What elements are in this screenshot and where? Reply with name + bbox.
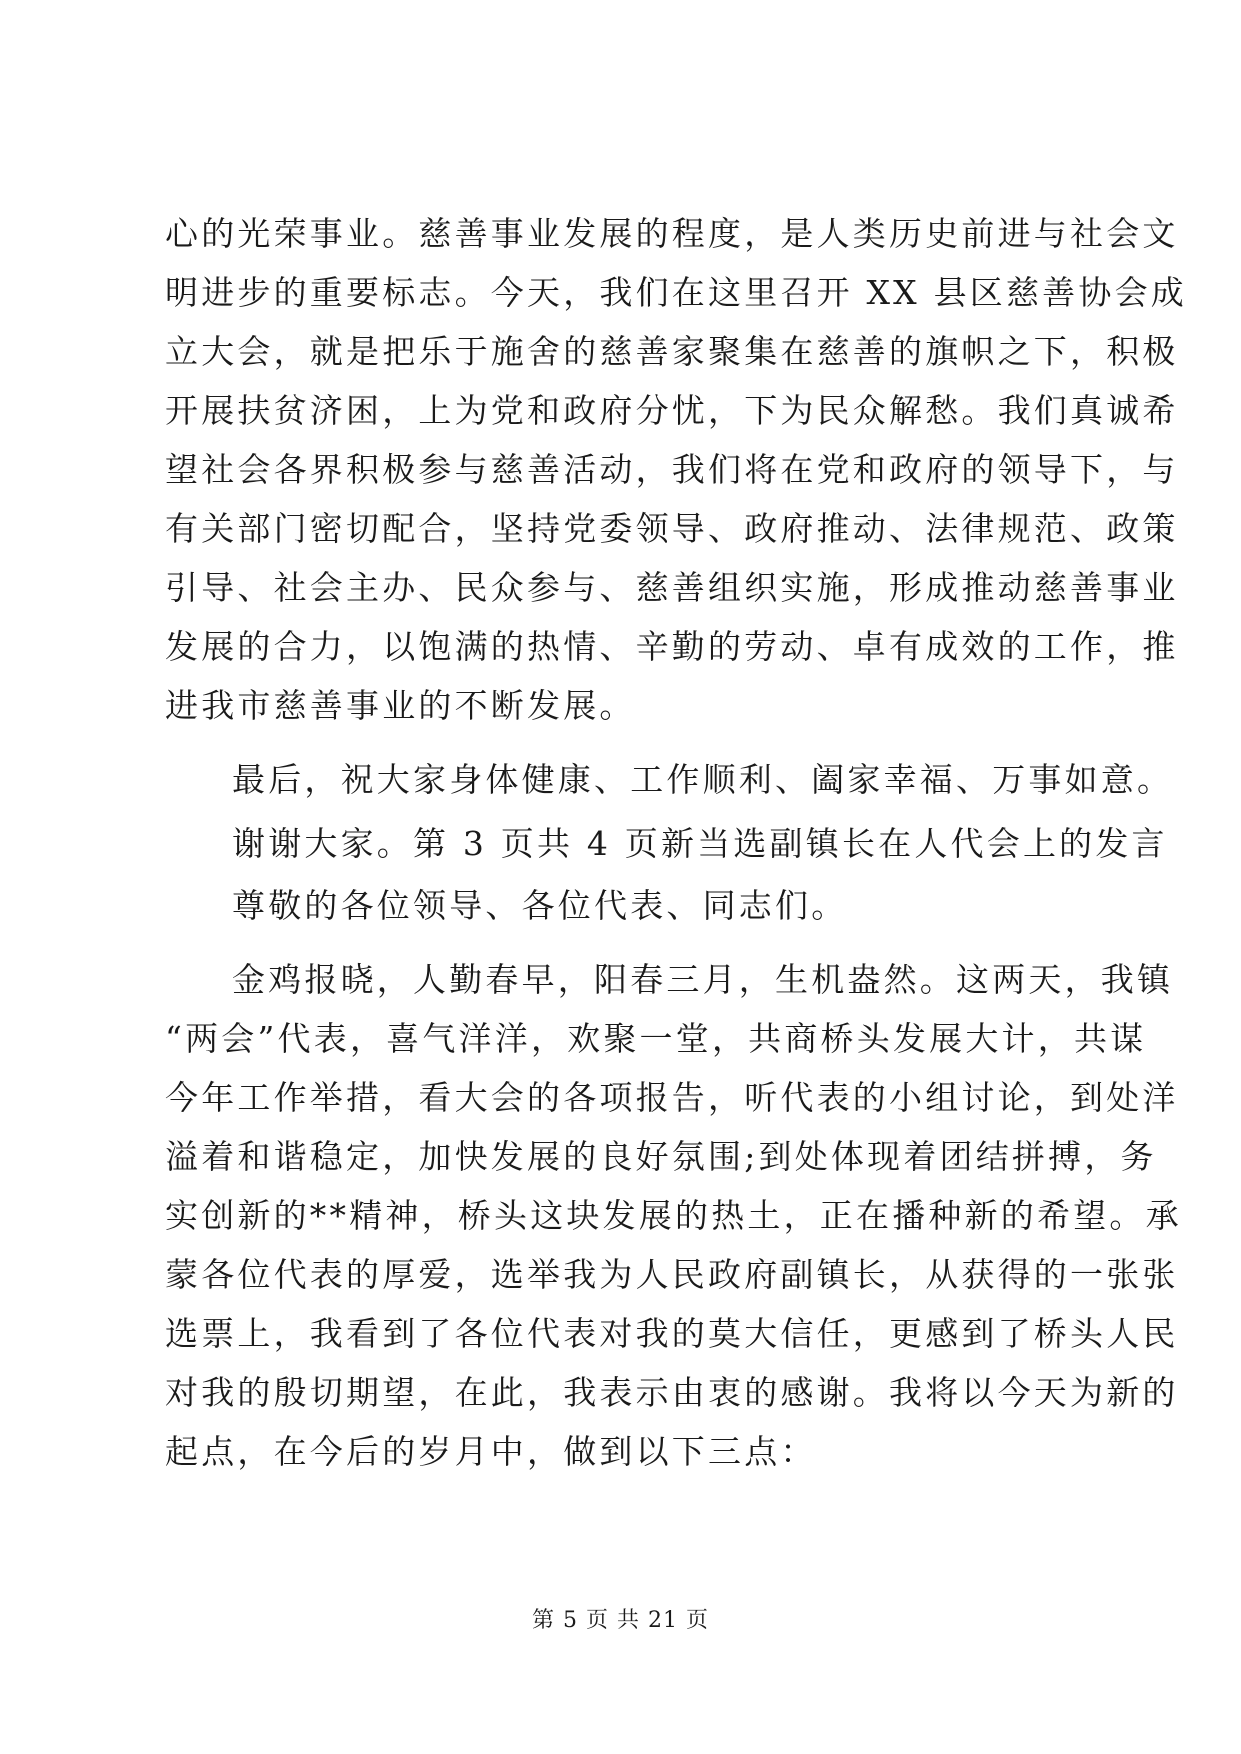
body-text-line: 今年工作举措，看大会的各项报告，听代表的小组讨论，到处洋 [165,1078,1179,1117]
body-text-line: 实创新的**精神，桥头这块发展的热土，正在播种新的希望。承 [165,1196,1182,1235]
body-text-line: 望社会各界积极参与慈善活动，我们将在党和政府的领导下，与 [165,450,1179,489]
body-text-line: 引导、社会主办、民众参与、慈善组织实施，形成推动慈善事业 [165,568,1179,607]
body-text-line: 心的光荣事业。慈善事业发展的程度，是人类历史前进与社会文 [165,214,1179,253]
body-text-line: 蒙各位代表的厚爱，选举我为人民政府副镇长，从获得的一张张 [165,1255,1179,1294]
body-text-line: “两会”代表，喜气洋洋，欢聚一堂，共商桥头发展大计，共谋 [165,1019,1147,1058]
body-text-line: 溢着和谐稳定，加快发展的良好氛围;到处体现着团结拼搏，务 [165,1137,1157,1176]
page-number-footer: 第 5 页 共 21 页 [532,1608,709,1633]
body-text-line: 金鸡报晓，人勤春早，阳春三月，生机盎然。这两天，我镇 [232,960,1174,999]
body-text-line: 立大会，就是把乐于施舍的慈善家聚集在慈善的旗帜之下，积极 [165,332,1179,371]
paragraph-closing-wishes: 最后，祝大家身体健康、工作顺利、阖家幸福、万事如意。 [232,760,1174,799]
body-text-line: 进我市慈善事业的不断发展。 [165,686,636,725]
body-text-line: 选票上，我看到了各位代表对我的莫大信任，更感到了桥头人民 [165,1314,1179,1353]
paragraph-thanks-and-title: 谢谢大家。第 3 页共 4 页新当选副镇长在人代会上的发言 [232,824,1168,863]
body-text-line: 开展扶贫济困，上为党和政府分忧，下为民众解愁。我们真诚希 [165,391,1179,430]
body-text-line: 起点，在今后的岁月中，做到以下三点： [165,1432,817,1471]
salutation: 尊敬的各位领导、各位代表、同志们。 [232,886,848,925]
body-text-line: 明进步的重要标志。今天，我们在这里召开 XX 县区慈善协会成 [165,273,1187,312]
body-text-line: 有关部门密切配合，坚持党委领导、政府推动、法律规范、政策 [165,509,1179,548]
body-text-line: 发展的合力，以饱满的热情、辛勤的劳动、卓有成效的工作，推 [165,627,1179,666]
body-text-line: 对我的殷切期望，在此，我表示由衷的感谢。我将以今天为新的 [165,1373,1179,1412]
